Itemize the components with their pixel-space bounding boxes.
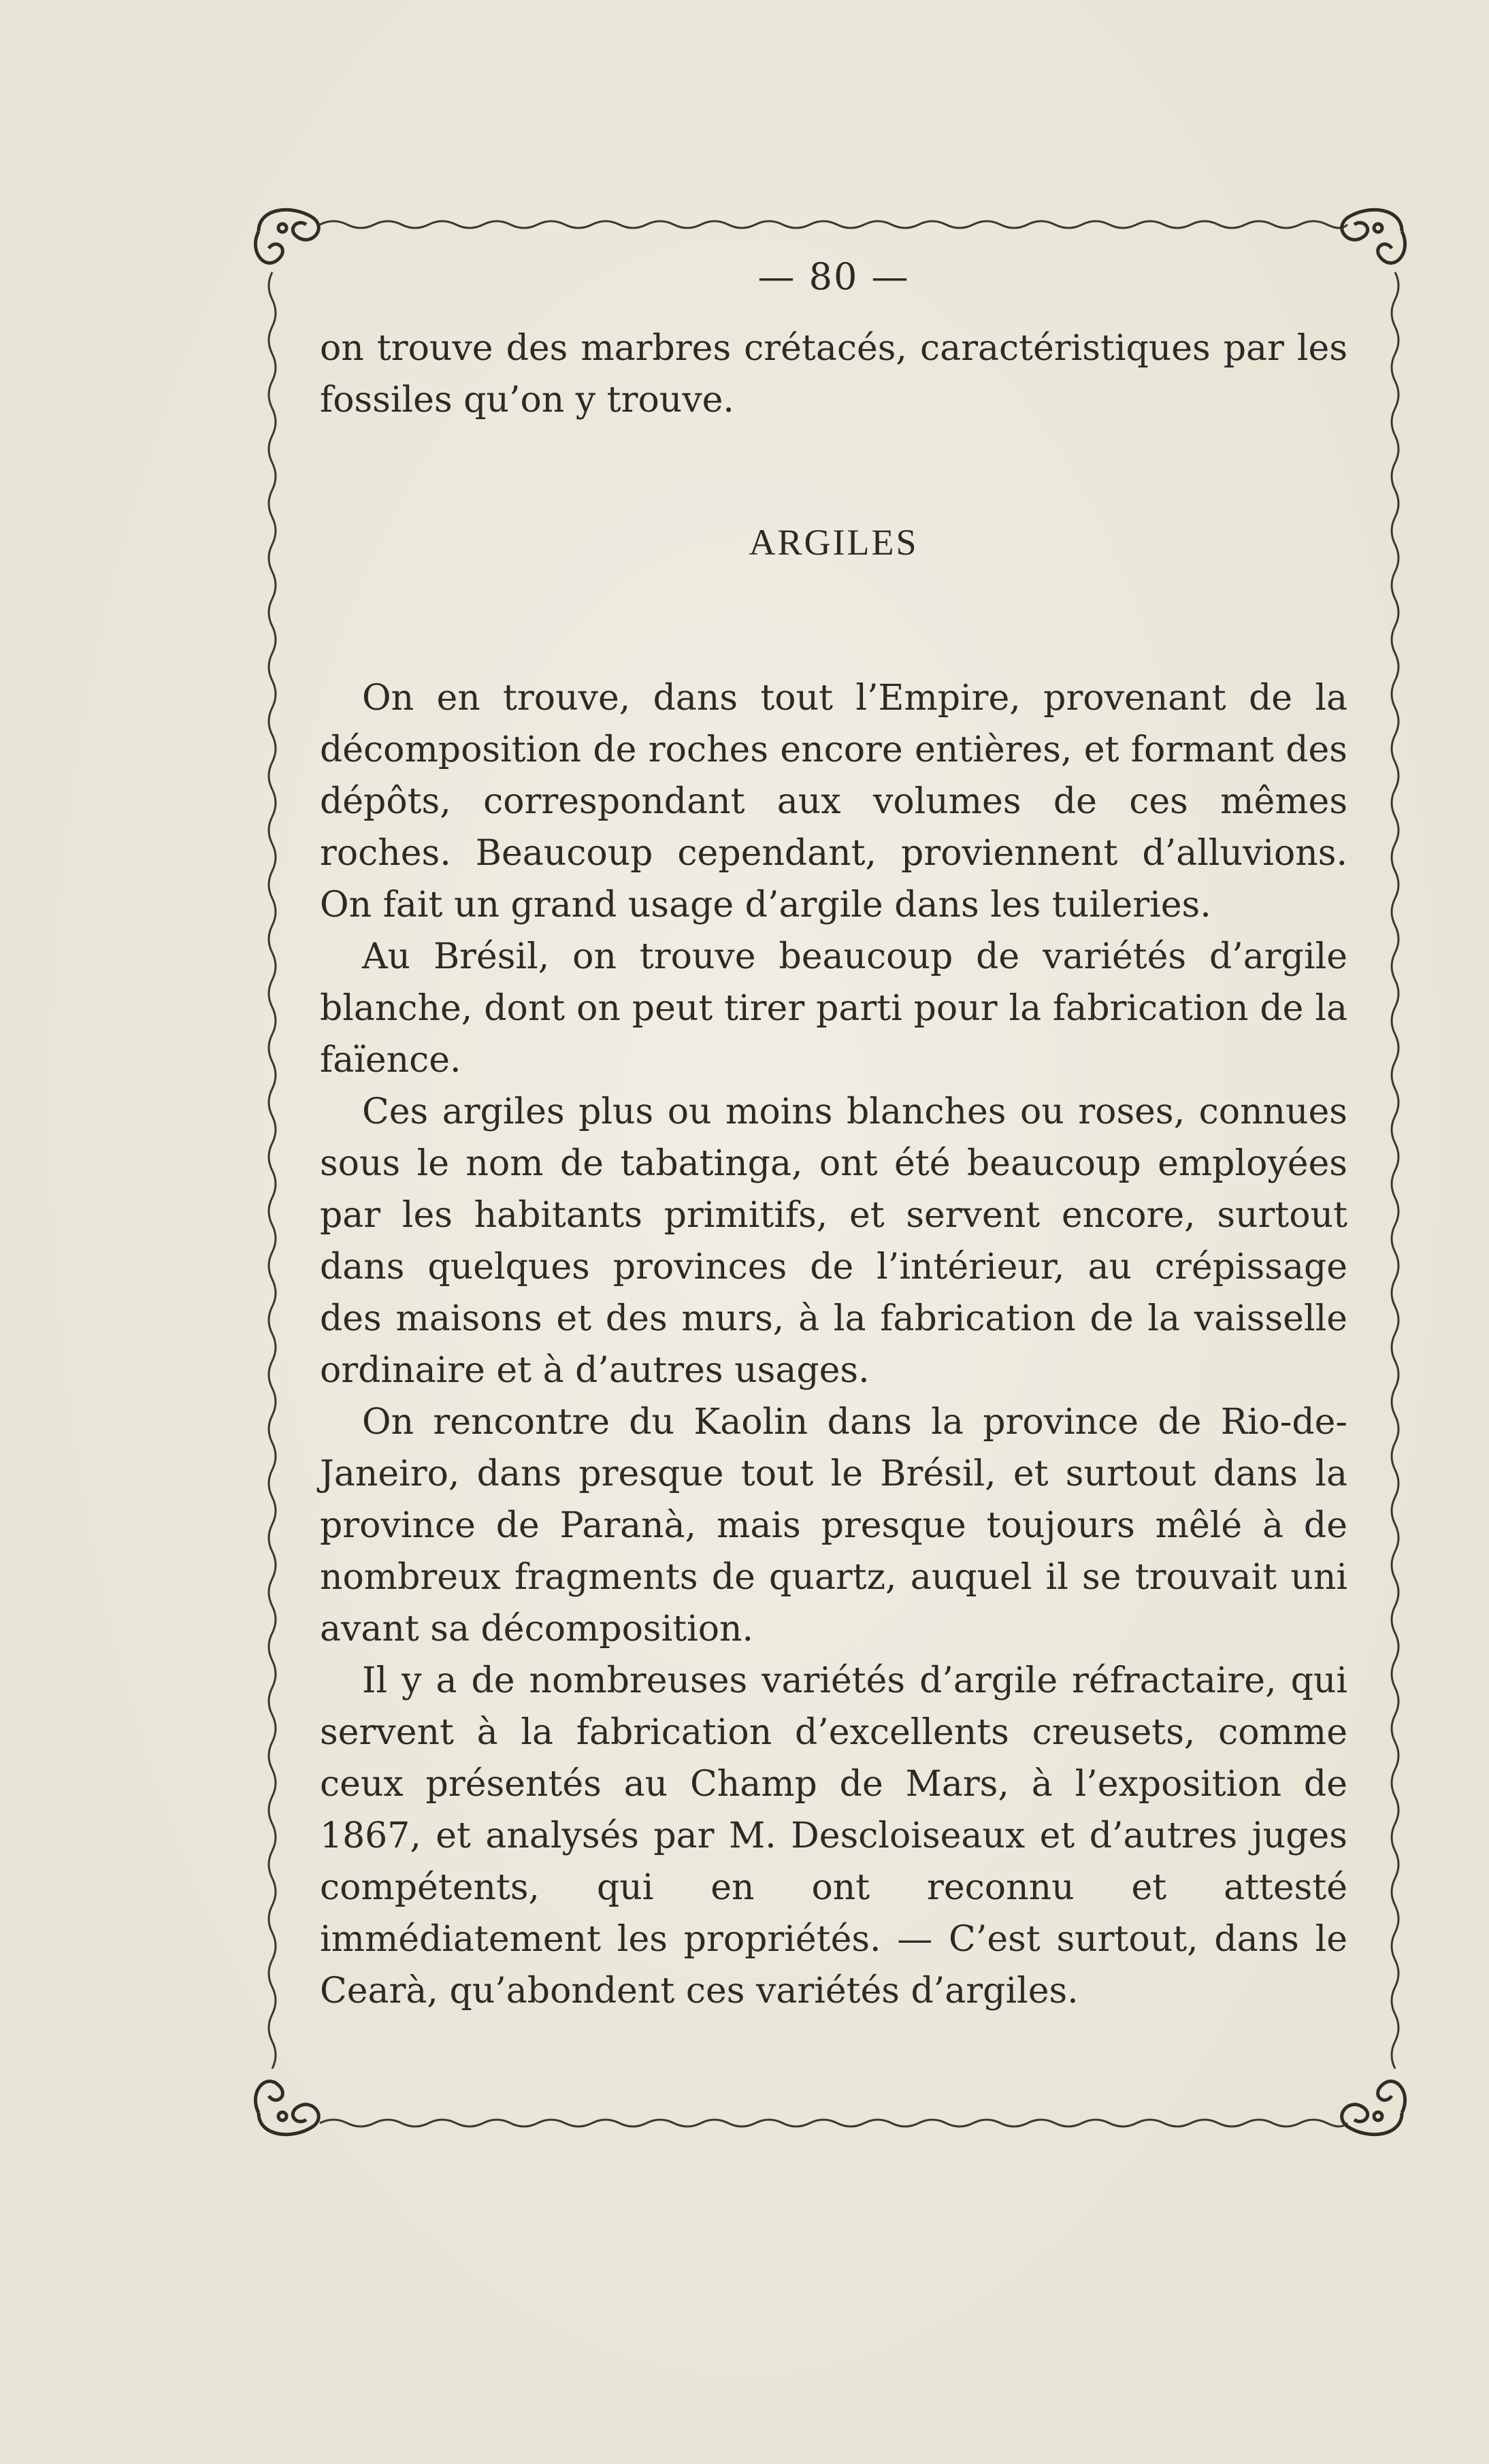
paragraph: Ces argiles plus ou moins blanches ou roses, connues sous le nom de tabatinga, ont été beaucoup employées par les habitants primitifs, et servent encore, surtout dans quelques provinces de l’intérieur, au crépissage des maisons et des murs, à la fabrication de la vaisselle ordinaire et à d’autres usages.: [320, 1091, 1347, 1391]
paragraph: On en trouve, dans tout l’Empire, provenant de la décomposition de roches encore entières, et formant des dépôts, correspondant aux volumes de ces mêmes roches. Beaucoup cependant, proviennent d’alluvions. On fait un grand usage d’argile dans les tuileries.: [320, 678, 1347, 925]
page-number: — 80 —: [757, 255, 910, 298]
continuation-text: on trouve des marbres crétacés, caractéristiques par les fossiles qu’on y trouve.: [320, 328, 1347, 421]
paragraph: On rencontre du Kaolin dans la province de Rio-de-Janeiro, dans presque tout le Brésil, et surtout dans la province de Paranà, mais presque toujours mêlé à de nombreux fragments de quartz, auquel il se trouvait uni avant sa décomposition.: [320, 1402, 1347, 1649]
paragraph: Il y a de nombreuses variétés d’argile réfractaire, qui servent à la fabrication d’excellents creusets, comme ceux présentés au Champ de Mars, à l’exposition de 1867, et analysés par M. Descloiseaux et d’autres juges compétents, qui en ont reconnu et attesté immédiatement les propriétés. — C’est surtout, dans le Cearà, qu’abondent ces variétés d’argiles.: [320, 1660, 1347, 2011]
section-title: ARGILES: [749, 522, 919, 563]
page-content: [320, 255, 1347, 2017]
ornamental-frame: [245, 197, 1416, 2143]
paragraph: Au Brésil, on trouve beaucoup de variétés d’argile blanche, dont on peut tirer parti pour la fabrication de la faïence.: [320, 936, 1347, 1081]
